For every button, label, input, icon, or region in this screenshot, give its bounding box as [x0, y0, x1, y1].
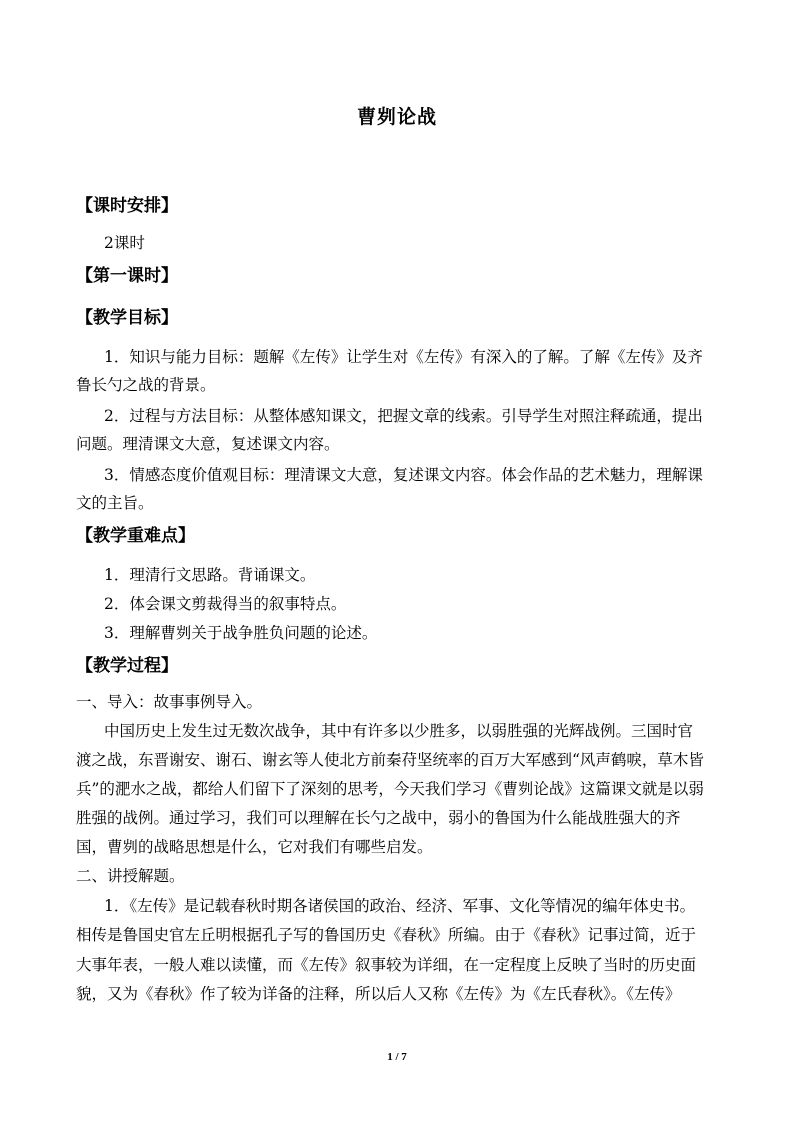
goal-1-line-2: 鲁长勺之战的背景。: [76, 376, 216, 394]
heading-process: 【教学过程】: [76, 656, 178, 676]
heading-first-lesson: 【第一课时】: [76, 266, 178, 286]
key-point-1: 1．理清行文思路。背诵课文。: [104, 566, 316, 584]
intro-line-4: 胜强的战例。通过学习，我们可以理解在长勺之战中，弱小的鲁国为什么能战胜强大的齐: [76, 809, 681, 827]
goal-2-line-2: 问题。理清课文大意，复述课文内容。: [76, 435, 340, 453]
zuozhuan-line-3: 大事年表，一般人难以读懂，而《左传》叙事较为详细，在一定程度上反映了当时的历史面: [76, 956, 697, 974]
intro-line-3: 兵”的淝水之战，都给人们留下了深刻的思考，今天我们学习《曹刿论战》这篇课文就是以弱: [76, 780, 704, 798]
key-point-2: 2．体会课文剪裁得当的叙事特点。: [104, 595, 347, 613]
schedule-text: 2课时: [104, 234, 145, 252]
intro-line-2: 渡之战，东晋谢安、谢石、谢玄等人使北方前秦苻坚统率的百万大军感到“风声鹤唳，草木皆: [76, 751, 704, 769]
heading-key-points: 【教学重难点】: [76, 526, 195, 546]
zuozhuan-line-4: 貌，又为《春秋》作了较为详备的注释，所以后人又称《左传》为《左氏春秋》。《左传》: [76, 985, 681, 1003]
key-point-3: 3．理解曹刿关于战争胜负问题的论述。: [104, 624, 378, 642]
section-1-title: 一、导入：故事事例导入。: [76, 693, 263, 711]
zuozhuan-line-2: 相传是鲁国史官左丘明根据孔子写的鲁国历史《春秋》所编。由于《春秋》记事过简，近于: [76, 926, 697, 944]
page-number: 1 / 7: [387, 1051, 407, 1063]
goal-1-line-1: 1．知识与能力目标：题解《左传》让学生对《左传》有深入的了解。了解《左传》及齐: [104, 348, 703, 366]
intro-line-5: 国，曹刿的战略思想是什么，它对我们有哪些启发。: [76, 838, 433, 856]
heading-schedule: 【课时安排】: [76, 196, 178, 216]
page-title: 曹刿论战: [356, 106, 437, 128]
section-2-title: 二、讲授解题。: [76, 867, 185, 885]
intro-line-1: 中国历史上发生过无数次战争，其中有许多以少胜多，以弱胜强的光辉战例。三国时官: [104, 722, 694, 740]
goal-2-line-1: 2．过程与方法目标：从整体感知课文，把握文章的线索。引导学生对照注释疏通，提出: [104, 407, 703, 425]
goal-3-line-2: 文的主旨。: [76, 494, 154, 512]
goal-3-line-1: 3．情感态度价值观目标：理清课文大意，复述课文内容。体会作品的艺术魅力，理解课: [104, 466, 703, 484]
heading-goals: 【教学目标】: [76, 308, 178, 328]
zuozhuan-line-1: 1．《左传》是记载春秋时期各诸侯国的政治、经济、军事、文化等情况的编年体史书。: [104, 897, 696, 915]
